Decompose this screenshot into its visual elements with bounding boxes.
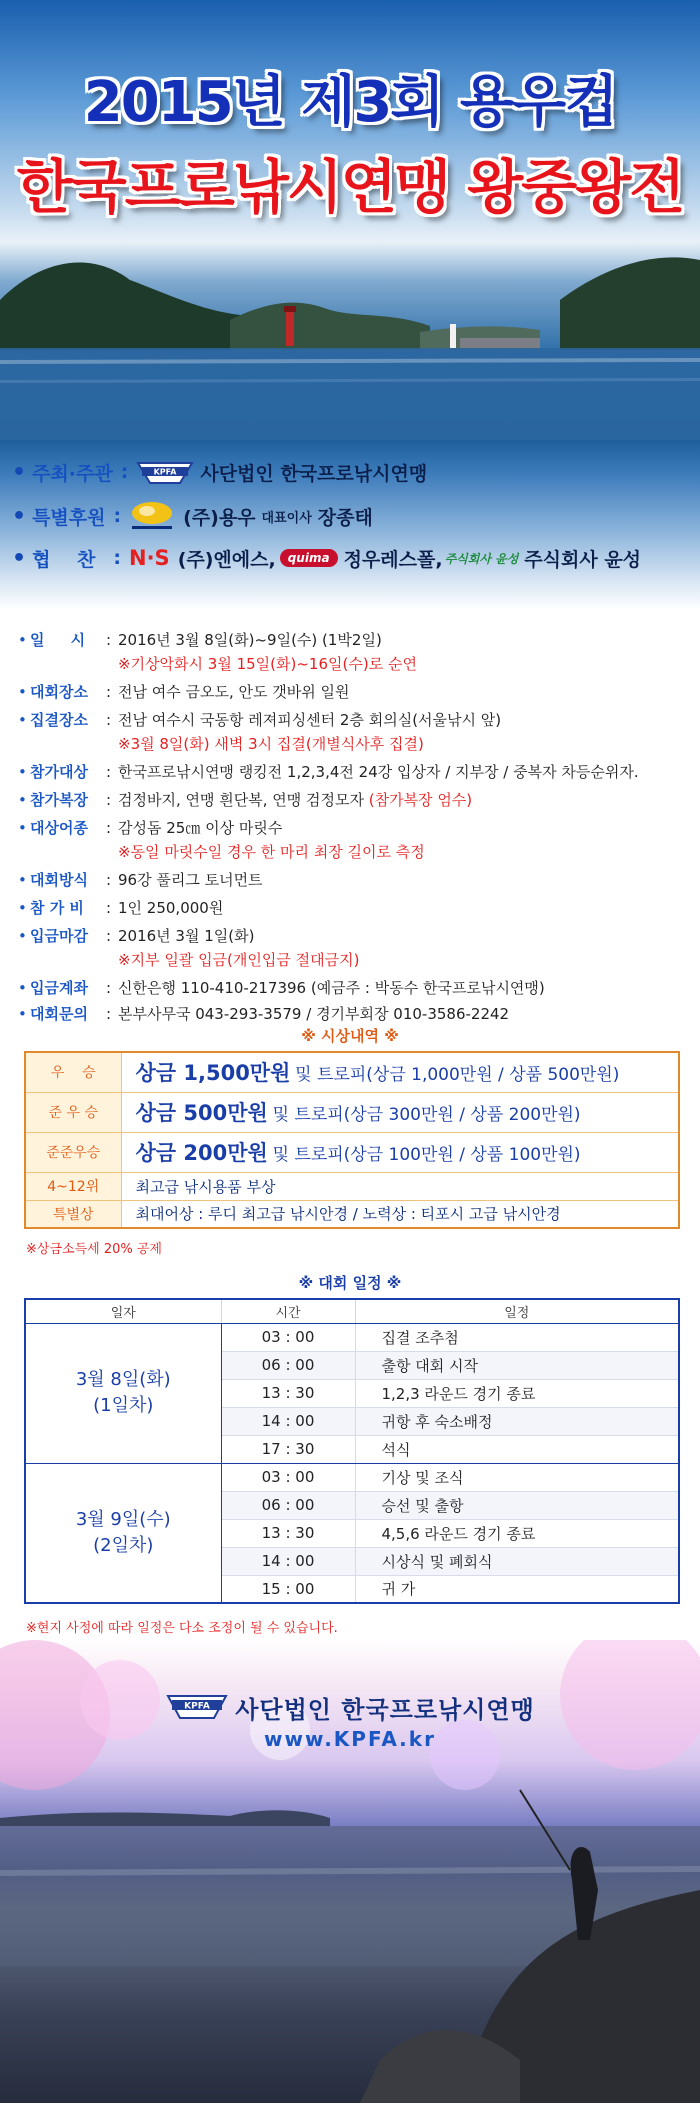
info-row-deadline-note: ※지부 일괄 입금(개인입금 절대금지) bbox=[118, 951, 360, 969]
svg-text:KPFA: KPFA bbox=[153, 467, 177, 477]
yunsung-logo-icon: 주식회사 윤성 bbox=[444, 551, 519, 566]
sponsor-special-row: • 특별후원 : (주)용우 대표이사 장종태 bbox=[12, 498, 373, 534]
schedule-row: 13 : 30 4,5,6 라운드 경기 종료 bbox=[25, 1519, 679, 1547]
footer-org-name: 사단법인 한국프로낚시연맹 bbox=[235, 1696, 535, 1724]
hero-banner bbox=[0, 0, 700, 440]
schedule-row: 06 : 00 출항 대회 시작 bbox=[25, 1351, 679, 1379]
schedule-note: ※현지 사정에 따라 일정은 다소 조정이 될 수 있습니다. bbox=[26, 1621, 338, 1636]
sponsor-label: 주최·주관 bbox=[32, 462, 113, 485]
footer-url-link[interactable]: www.KPFA.kr bbox=[264, 1727, 436, 1751]
svg-text:KPFA: KPFA bbox=[184, 1701, 210, 1712]
sponsor-yunsung-name: 주식회사 윤성 bbox=[524, 548, 642, 571]
yongwoo-logo-icon bbox=[129, 500, 175, 532]
sponsor-cooperate-row: • 협 찬 : N·S (주)엔에스, quima 정우레스폴, 주식회사 윤성 주식회사 윤성 bbox=[12, 545, 642, 571]
schedule-row: 3월 8일(화) (1일차) 03 : 00 집결 조추첨 bbox=[25, 1323, 679, 1351]
schedule-section-title: ※ 대회 일정 ※ bbox=[298, 1274, 402, 1292]
info-row-fee: • 참 가 비 : 1인 250,000원 bbox=[18, 899, 224, 917]
kpfa-logo-icon bbox=[136, 459, 194, 485]
schedule-day-2: 3월 9일(수) (2일차) bbox=[25, 1463, 221, 1603]
prize-row: 우 승 상금 1,500만원 및 트로피(상금 1,000만원 / 상품 500만원) bbox=[25, 1052, 679, 1092]
prize-row: 준준우승 상금 200만원 및 트로피(상금 100만원 / 상품 100만원) bbox=[25, 1132, 679, 1172]
info-row-date-note: ※기상악화시 3월 15일(화)~16일(수)로 순연 bbox=[118, 655, 417, 673]
info-row-date: • 일 시 : 2016년 3월 8일(화)~9일(수) (1박2일) bbox=[18, 631, 382, 649]
info-row-species: • 대상어종 : 감성돔 25㎝ 이상 마릿수 bbox=[18, 819, 283, 837]
schedule-row: 06 : 00 승선 및 출항 bbox=[25, 1491, 679, 1519]
info-row-gathering-note: ※3월 8일(화) 새벽 3시 집결(개별식사후 집결) bbox=[118, 735, 424, 753]
schedule-header-row: 일자 시간 일정 bbox=[25, 1299, 679, 1323]
info-row-format: • 대회방식 : 96강 풀리그 토너먼트 bbox=[18, 871, 263, 889]
info-row-eligibility: • 참가대상 : 한국프로낚시연맹 랭킹전 1,2,3,4전 24강 입상자 / 지부장 / 중복자 차등순위자. bbox=[18, 763, 639, 781]
island-landscape bbox=[0, 240, 700, 440]
info-row-deadline: • 입금마감 : 2016년 3월 1일(화) bbox=[18, 927, 255, 945]
schedule-row: 13 : 30 1,2,3 라운드 경기 종료 bbox=[25, 1379, 679, 1407]
title-line-2: 한국프로낚시연맹 왕중왕전 bbox=[16, 153, 684, 221]
info-row-venue: • 대회장소 : 전남 여수 금오도, 안도 갯바위 일원 bbox=[18, 683, 350, 701]
sponsor-special-name: (주)용우 bbox=[183, 506, 256, 529]
schedule-row: 14 : 00 시상식 및 폐회식 bbox=[25, 1547, 679, 1575]
info-row-species-note: ※동일 마릿수일 경우 한 마리 최장 길이로 측정 bbox=[118, 843, 425, 861]
sponsor-special-title: 대표이사 bbox=[261, 510, 312, 526]
schedule-row: 17 : 30 석식 bbox=[25, 1435, 679, 1463]
quima-logo-icon: quima bbox=[280, 549, 338, 567]
sponsors-section bbox=[0, 440, 700, 610]
prize-section-title: ※ 시상내역 ※ bbox=[301, 1027, 399, 1045]
prize-tax-note: ※상금소득세 20% 공제 bbox=[26, 1242, 162, 1257]
prize-row: 특별상 최대어상 : 루디 최고급 낚시안경 / 노력상 : 티포시 고급 낚시안경 bbox=[25, 1200, 679, 1228]
schedule-row: 3월 9일(수) (2일차) 03 : 00 기상 및 조식 bbox=[25, 1463, 679, 1491]
ns-logo-icon: N·S bbox=[129, 546, 170, 570]
sponsor-label: 협 찬 bbox=[32, 548, 106, 571]
prize-row: 준 우 승 상금 500만원 및 트로피(상금 300만원 / 상품 200만원) bbox=[25, 1092, 679, 1132]
schedule-day-1: 3월 8일(화) (1일차) bbox=[25, 1323, 221, 1463]
schedule-table bbox=[24, 1298, 680, 1604]
sponsor-label: 특별후원 bbox=[32, 506, 106, 529]
schedule-row: 15 : 00 귀 가 bbox=[25, 1575, 679, 1603]
info-row-account: • 입금계좌 : 신한은행 110-410-217396 (예금주 : 박동수 한국프로낚시연맹) bbox=[18, 979, 545, 997]
schedule-row: 14 : 00 귀항 후 숙소배정 bbox=[25, 1407, 679, 1435]
sponsor-host-name: 사단법인 한국프로낚시연맹 bbox=[200, 462, 428, 485]
title-line-1: 2015년 제3회 용우컵 bbox=[83, 70, 617, 135]
info-row-dress: • 참가복장 : 검정바지, 연맹 흰단복, 연맹 검정모자 (참가복장 엄수) bbox=[18, 791, 473, 809]
sponsor-quima-name: 정우레스폴, bbox=[343, 548, 443, 571]
prize-row: 4~12위 최고급 낚시용품 부상 bbox=[25, 1172, 679, 1200]
info-row-gathering: • 집결장소 : 전남 여수시 국동항 레져피싱센터 2층 회의실(서울낚시 앞) bbox=[18, 711, 502, 729]
sponsor-ns-name: (주)엔에스, bbox=[177, 548, 276, 571]
prize-table bbox=[24, 1051, 680, 1229]
info-row-contact: • 대회문의 : 본부사무국 043-293-3579 / 경기부회장 010-3586-2242 bbox=[18, 1005, 510, 1023]
sponsor-host-row: • 주최·주관 : KPFA 사단법인 한국프로낚시연맹 bbox=[12, 459, 428, 485]
sponsor-special-person: 장종태 bbox=[317, 506, 373, 529]
